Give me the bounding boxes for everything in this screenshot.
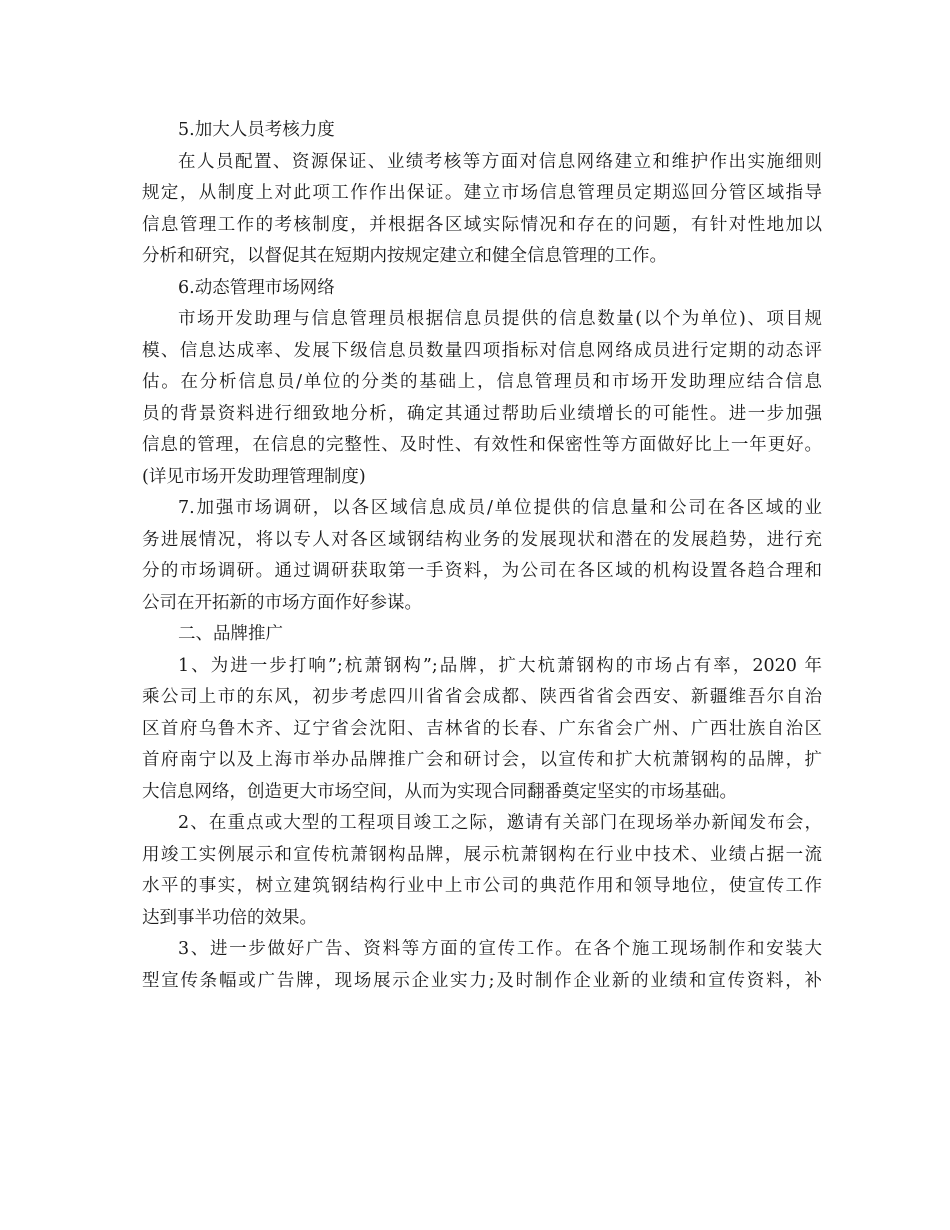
text-line: 型宣传条幅或广告牌，现场展示企业实力;及时制作企业新的业绩和宣传资料，补 bbox=[142, 970, 822, 991]
text-line: (详见市场开发助理管理制度) bbox=[142, 466, 366, 487]
text-line: 乘公司上市的东风，初步考虑四川省省会成都、陕西省省会西安、新疆维吾尔自治 bbox=[142, 687, 822, 707]
text-line: 用竣工实例展示和宣传杭萧钢构品牌，展示杭萧钢构在行业中技术、业绩占据一流 bbox=[142, 844, 822, 865]
text-line: 在人员配置、资源保证、业绩考核等方面对信息网络建立和维护作出实施细则 bbox=[178, 151, 822, 172]
text-line: 规定，从制度上对此项工作作出保证。建立市场信息管理员定期巡回分管区域指导 bbox=[142, 183, 822, 203]
text-line: 1、为进一步打响”;杭萧钢构”;品牌，扩大杭萧钢构的市场占有率，2020 年 bbox=[178, 655, 822, 676]
text-line: 二、品牌推广 bbox=[178, 624, 283, 644]
text-line: 水平的事实，树立建筑钢结构行业中上市公司的典范作用和领导地位，使宣传工作 bbox=[142, 876, 822, 896]
text-line: 达到事半功倍的效果。 bbox=[142, 907, 317, 928]
text-line: 公司在开拓新的市场方面作好参谋。 bbox=[142, 592, 422, 613]
text-line: 6.动态管理市场网络 bbox=[178, 277, 335, 298]
text-line: 首府南宁以及上海市举办品牌推广会和研讨会，以宣传和扩大杭萧钢构的品牌，扩 bbox=[142, 750, 822, 770]
text-line: 信息的管理，在信息的完整性、及时性、有效性和保密性等方面做好比上一年更好。 bbox=[142, 435, 822, 455]
text-line: 员的背景资料进行细致地分析，确定其通过帮助后业绩增长的可能性。进一步加强 bbox=[142, 403, 822, 424]
text-line: 大信息网络，创造更大市场空间，从而为实现合同翻番奠定坚实的市场基础。 bbox=[142, 781, 737, 802]
text-line: 5.加大人员考核力度 bbox=[178, 120, 335, 140]
text-line: 估。在分析信息员/单位的分类的基础上，信息管理员和市场开发助理应结合信息 bbox=[142, 372, 822, 392]
text-line: 市场开发助理与信息管理员根据信息员提供的信息数量(以个为单位)、项目规 bbox=[178, 309, 822, 329]
text-line: 7.加强市场调研，以各区域信息成员/单位提供的信息量和公司在各区域的业 bbox=[178, 498, 822, 518]
text-line: 2、在重点或大型的工程项目竣工之际，邀请有关部门在现场举办新闻发布会， bbox=[178, 813, 822, 833]
text-line: 务进展情况，将以专人对各区域钢结构业务的发展现状和潜在的发展趋势，进行充 bbox=[142, 529, 822, 550]
text-line: 3、进一步做好广告、资料等方面的宣传工作。在各个施工现场制作和安装大 bbox=[178, 939, 822, 959]
text-line: 分的市场调研。通过调研获取第一手资料，为公司在各区域的机构设置各趋合理和 bbox=[142, 561, 822, 581]
text-line: 分析和研究，以督促其在短期内按规定建立和健全信息管理的工作。 bbox=[142, 246, 667, 266]
text-line: 信息管理工作的考核制度，并根据各区域实际情况和存在的问题，有针对性地加以 bbox=[142, 214, 822, 235]
text-line: 模、信息达成率、发展下级信息员数量四项指标对信息网络成员进行定期的动态评 bbox=[142, 340, 822, 361]
text-line: 区首府乌鲁木齐、辽宁省会沈阳、吉林省的长春、广东省会广州、广西壮族自治区 bbox=[142, 718, 822, 739]
